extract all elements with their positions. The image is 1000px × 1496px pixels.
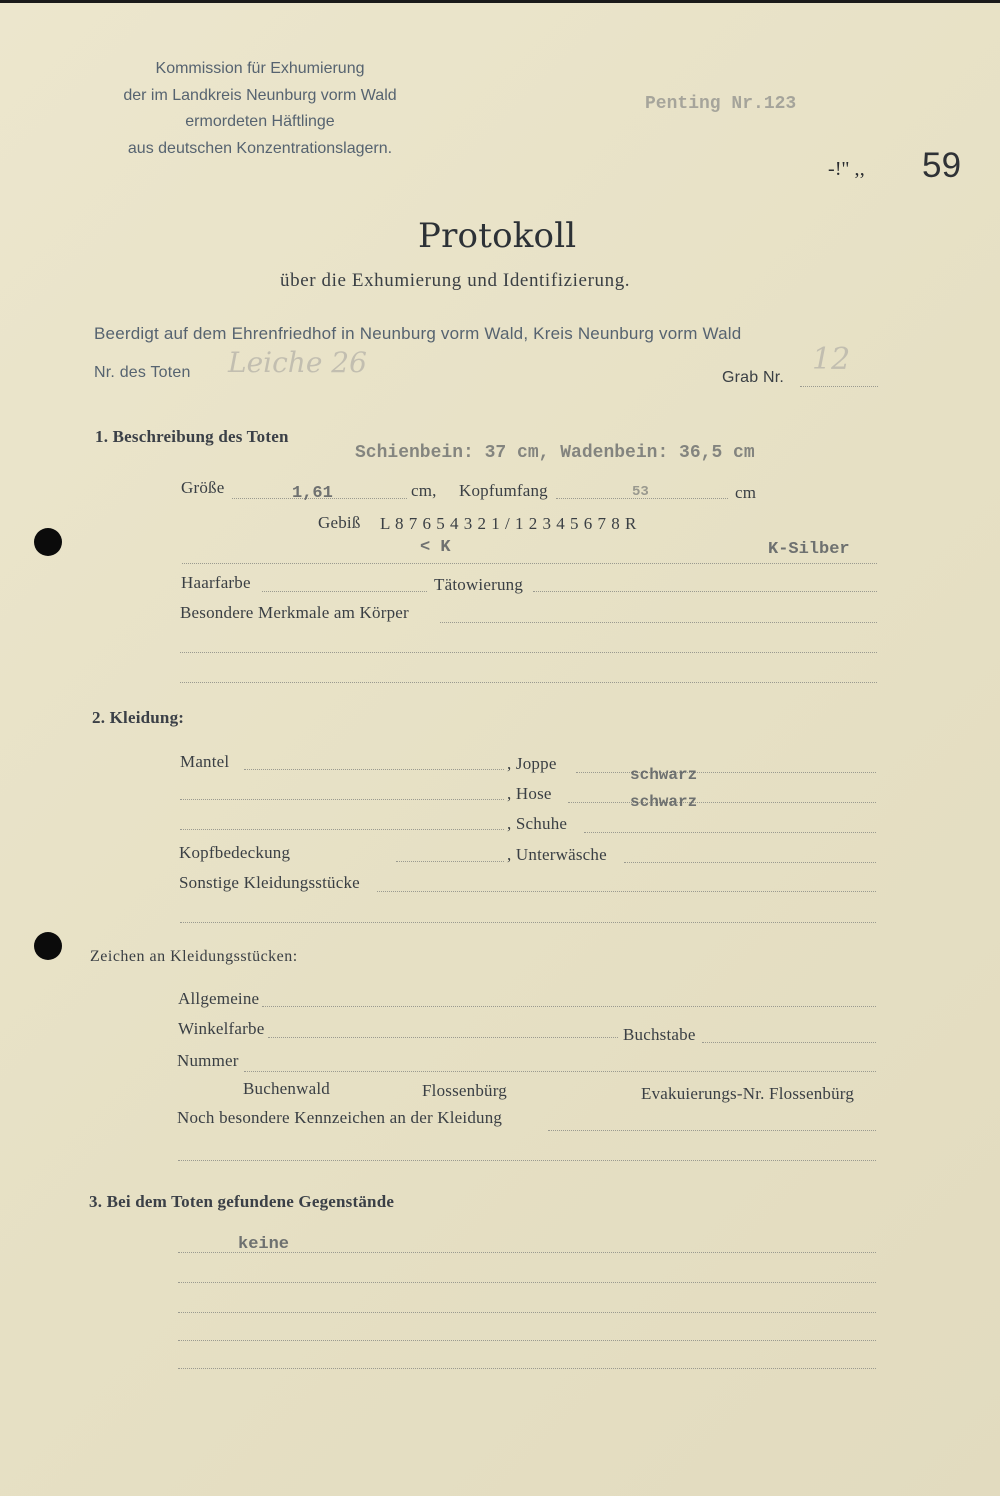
- headwear-label: Kopfbedeckung: [179, 843, 291, 862]
- flossenburg-label: Flossenbürg: [422, 1081, 508, 1100]
- items-dotline-5: [178, 1368, 876, 1369]
- header-line-3: ermordeten Häftlinge: [185, 113, 335, 130]
- grave-dotline: [800, 386, 878, 387]
- teeth-dotline: [182, 563, 877, 564]
- page-number: 59: [922, 146, 962, 185]
- head-circumference-label: Kopfumfang: [459, 481, 548, 500]
- teeth-label: Gebiß: [318, 513, 361, 532]
- grave-number: 12: [812, 342, 851, 377]
- head-circumference-value: 53: [632, 484, 649, 500]
- typed-bone-measurements: Schienbein: 37 cm, Wadenbein: 36,5 cm: [355, 443, 755, 463]
- underwear-dotline: [624, 862, 876, 863]
- other-clothing-dotline: [377, 891, 876, 892]
- trousers-label: , Hose: [507, 784, 552, 803]
- evacuation-number-label: Evakuierungs-Nr. Flossenbürg: [641, 1084, 855, 1103]
- head-unit: cm: [735, 483, 757, 502]
- special-marks-label: Noch besondere Kennzeichen an der Kleidung: [177, 1108, 503, 1127]
- angle-color-label: Winkelfarbe: [178, 1019, 265, 1038]
- letter-dotline: [702, 1042, 876, 1043]
- header-line-4: aus deutschen Konzentrationslagern.: [127, 139, 393, 157]
- teeth-chart: L 8 7 6 5 4 3 2 1 / 1 2 3 4 5 6 7 8 R: [380, 514, 637, 533]
- dead-number-label: Nr. des Toten: [94, 364, 191, 381]
- features-label: Besondere Merkmale am Körper: [180, 603, 409, 622]
- trousers-dotline: [568, 802, 876, 803]
- underwear-label: , Unterwäsche: [507, 845, 607, 864]
- punch-hole-bottom: [34, 932, 62, 960]
- hair-color-label: Haarfarbe: [181, 573, 251, 592]
- items-dotline-4: [178, 1340, 876, 1341]
- features-dotline-3: [180, 682, 877, 683]
- trousers-value: schwarz: [630, 793, 698, 811]
- angle-color-dotline: [268, 1037, 618, 1038]
- typed-reference: Penting Nr.123: [645, 94, 797, 114]
- general-label: Allgemeine: [178, 989, 260, 1008]
- special-marks-dotline: [548, 1130, 876, 1131]
- size-unit: cm,: [411, 481, 437, 500]
- shoes-label: , Schuhe: [507, 814, 568, 833]
- size-value: 1,61: [292, 484, 333, 503]
- section-1-heading: 1. Beschreibung des Toten: [95, 427, 289, 446]
- other-clothing-label: Sonstige Kleidungsstücke: [179, 873, 360, 892]
- grave-label: Grab Nr.: [722, 369, 785, 386]
- jacket-label: , Joppe: [507, 754, 557, 773]
- clothing-dotline-1: [180, 799, 504, 800]
- size-label: Größe: [181, 478, 225, 497]
- jacket-dotline: [576, 772, 876, 773]
- teeth-note: K-Silber: [768, 540, 850, 559]
- document-title: Protokoll: [418, 216, 577, 256]
- section-3-heading: 3. Bei dem Toten gefundene Gegenstände: [89, 1192, 395, 1211]
- coat-dotline: [244, 769, 504, 770]
- hair-dotline: [262, 591, 427, 592]
- features-dotline-2: [180, 652, 877, 653]
- header-line-2: der im Landkreis Neunburg vorm Wald: [123, 86, 397, 104]
- burial-location: Beerdigt auf dem Ehrenfriedhof in Neunburg vorm Wald, Kreis Neunburg vorm Wald: [94, 324, 742, 343]
- tattoo-dotline: [533, 591, 877, 592]
- items-found-value: keine: [238, 1235, 290, 1254]
- other-clothing-dotline-2: [180, 922, 876, 923]
- special-marks-dotline-2: [178, 1160, 876, 1161]
- jacket-value: schwarz: [630, 766, 698, 784]
- coat-label: Mantel: [180, 752, 230, 771]
- general-dotline: [262, 1006, 876, 1007]
- header-line-1: Kommission für Exhumierung: [155, 60, 365, 77]
- letter-label: Buchstabe: [623, 1025, 696, 1044]
- items-dotline-2: [178, 1282, 876, 1283]
- number-dotline: [244, 1071, 876, 1072]
- features-dotline: [440, 622, 877, 623]
- commission-header: [85, 56, 435, 162]
- clothing-dotline-2: [180, 829, 504, 830]
- handwritten-mark: -!'' ,,: [828, 158, 865, 180]
- document-subtitle: über die Exhumierung und Identifizierung.: [280, 270, 631, 291]
- marks-heading: Zeichen an Kleidungsstücken:: [90, 948, 298, 965]
- buchenwald-label: Buchenwald: [243, 1079, 330, 1098]
- headwear-dotline: [396, 861, 504, 862]
- items-dotline-3: [178, 1312, 876, 1313]
- section-2-heading: 2. Kleidung:: [92, 708, 185, 727]
- shoes-dotline: [584, 832, 876, 833]
- number-label: Nummer: [177, 1051, 239, 1070]
- tattoo-label: Tätowierung: [434, 575, 524, 594]
- teeth-marks: < K: [420, 538, 451, 557]
- top-edge: [0, 0, 1000, 3]
- dead-number-handwritten: Leiche 26: [228, 346, 367, 379]
- punch-hole-top: [34, 528, 62, 556]
